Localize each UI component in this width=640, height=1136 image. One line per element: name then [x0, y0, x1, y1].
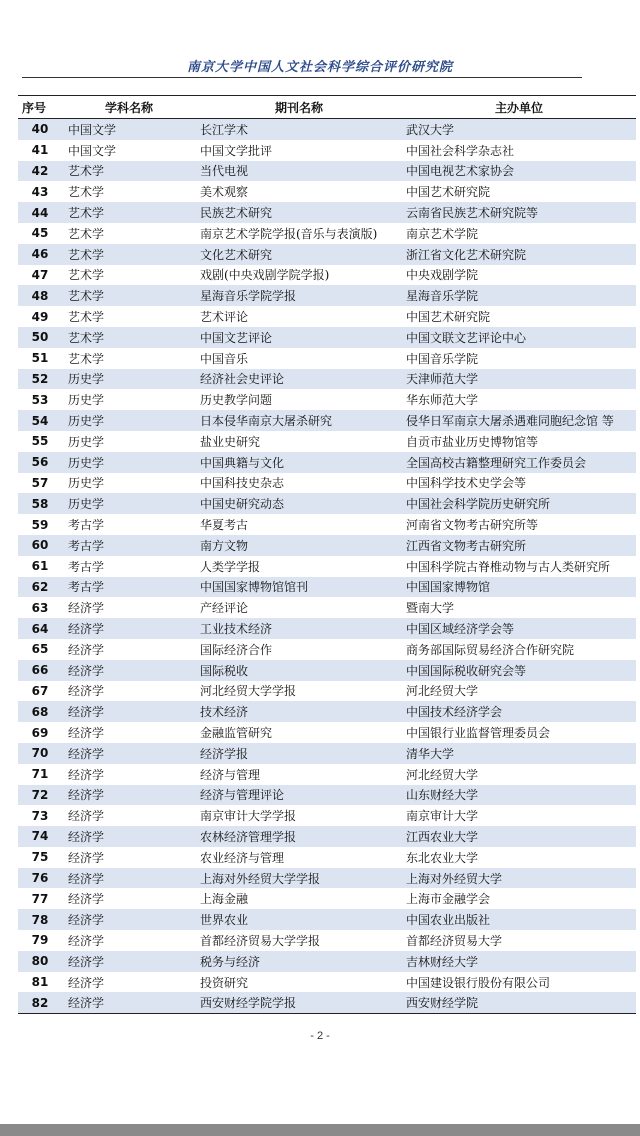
- row-number: 67: [31, 683, 49, 698]
- journal-name: 南京艺术学院学报(音乐与表演版): [200, 226, 378, 241]
- sponsor-name: 中央戏剧学院: [406, 268, 479, 283]
- table-row: [18, 514, 636, 535]
- row-number: 47: [31, 267, 49, 282]
- table-row: [18, 951, 636, 972]
- row-number: 62: [31, 579, 49, 594]
- journal-name: 首都经济贸易大学学报: [200, 933, 321, 948]
- subject-name: 经济学: [68, 809, 105, 824]
- journal-name: 经济社会史评论: [200, 372, 285, 387]
- table-row: [18, 909, 636, 930]
- row-number: 68: [31, 704, 49, 719]
- subject-name: 历史学: [68, 476, 105, 491]
- table-row: [18, 244, 636, 265]
- journal-name: 西安财经学院学报: [196, 992, 402, 1013]
- sponsor-name: 东北农业大学: [406, 850, 479, 865]
- journal-name: 日本侵华南京大屠杀研究: [200, 414, 333, 429]
- table-row: [18, 868, 636, 889]
- sponsor-name: 西安财经学院: [402, 992, 636, 1013]
- sponsor-name: 暨南大学: [406, 601, 455, 616]
- sponsor-name: 上海对外经贸大学: [406, 871, 503, 886]
- sponsor-name: 云南省民族艺术研究院等: [406, 206, 539, 221]
- journal-name: 华夏考古: [200, 518, 249, 533]
- sponsor-name: 中国银行业监督管理委员会: [406, 726, 551, 740]
- sponsor-name: 华东师范大学: [406, 393, 479, 408]
- subject-name: 经济学: [68, 622, 105, 637]
- row-number: 46: [31, 247, 49, 262]
- table-row: [18, 452, 636, 473]
- table-row: [18, 888, 636, 909]
- journal-name: 经济学报: [200, 746, 249, 761]
- subject-name: 经济学: [68, 705, 105, 720]
- journal-name: 农业经济与管理: [200, 850, 285, 865]
- table-row: [18, 681, 636, 702]
- journal-name: 中国文学批评: [200, 143, 273, 158]
- sponsor-name: 河南省文物考古研究所等: [406, 518, 539, 533]
- table-row: [18, 493, 636, 514]
- sponsor-name: 中国国际税收研究会等: [406, 663, 527, 678]
- sponsor-name: 吉林财经大学: [406, 954, 479, 969]
- row-number: 59: [31, 517, 49, 532]
- subject-name: 经济学: [62, 992, 196, 1013]
- table-row: [18, 431, 636, 452]
- row-number: 82: [18, 992, 62, 1013]
- row-number: 64: [31, 621, 49, 636]
- journal-name: 当代电视: [200, 164, 249, 179]
- table-row: [18, 535, 636, 556]
- journal-name: 世界农业: [200, 913, 249, 928]
- sponsor-name: 商务部国际贸易经济合作研究院: [406, 642, 575, 657]
- journal-name: 中国史研究动态: [200, 497, 285, 512]
- row-number: 50: [31, 330, 49, 345]
- sponsor-name: 自贡市盐业历史博物馆等: [406, 434, 539, 449]
- page-number: - 2 -: [310, 1030, 330, 1042]
- subject-name: 艺术学: [68, 351, 105, 366]
- row-number: 69: [31, 725, 49, 740]
- table-row: [18, 161, 636, 182]
- row-number: 65: [31, 642, 49, 657]
- sponsor-name: 侵华日军南京大屠杀遇难同胞纪念馆 等: [406, 414, 614, 429]
- subject-name: 经济学: [68, 788, 105, 803]
- journal-name: 星海音乐学院学报: [200, 289, 297, 304]
- journal-name: 艺术评论: [200, 310, 249, 325]
- subject-name: 艺术学: [68, 185, 105, 200]
- subject-name: 艺术学: [68, 164, 105, 179]
- column-header-number: 序号: [18, 96, 62, 119]
- sponsor-name: 中国艺术研究院: [406, 185, 491, 200]
- row-number: 73: [31, 808, 49, 823]
- table-row: [18, 348, 636, 369]
- table-row: [18, 785, 636, 806]
- journal-name: 税务与经济: [200, 954, 261, 969]
- row-number: 51: [31, 351, 49, 366]
- journal-name: 人类学学报: [200, 559, 261, 574]
- journal-name: 国际经济合作: [200, 642, 273, 657]
- row-number: 66: [31, 663, 49, 678]
- sponsor-name: 星海音乐学院: [406, 289, 479, 304]
- journal-name: 产经评论: [200, 601, 249, 616]
- journal-name: 中国科技史杂志: [200, 476, 285, 491]
- journal-name: 盐业史研究: [200, 434, 261, 449]
- subject-name: 经济学: [68, 642, 105, 657]
- table-row: [18, 805, 636, 826]
- subject-name: 艺术学: [68, 330, 105, 345]
- sponsor-name: 南京艺术学院: [406, 226, 479, 241]
- subject-name: 经济学: [68, 933, 105, 948]
- subject-name: 考古学: [68, 580, 105, 595]
- row-number: 55: [31, 434, 49, 449]
- table-row: [18, 722, 636, 743]
- subject-name: 经济学: [68, 892, 105, 907]
- row-number: 57: [31, 475, 49, 490]
- sponsor-name: 南京审计大学: [406, 809, 479, 824]
- sponsor-name: 中国科学院古脊椎动物与古人类研究所: [406, 559, 611, 574]
- table-row: [18, 285, 636, 306]
- sponsor-name: 中国音乐学院: [406, 351, 479, 366]
- journal-name: 戏剧(中央戏剧学院学报): [200, 268, 330, 283]
- sponsor-name: 中国科学技术史学会等: [406, 476, 527, 491]
- journal-name: 投资研究: [200, 975, 249, 990]
- row-number: 78: [31, 912, 49, 927]
- sponsor-name: 天津师范大学: [406, 372, 479, 387]
- sponsor-name: 清华大学: [406, 746, 455, 761]
- journal-name: 金融监管研究: [200, 726, 273, 740]
- table-row: [18, 743, 636, 764]
- table-row: [18, 140, 636, 161]
- row-number: 53: [31, 392, 49, 407]
- sponsor-name: 山东财经大学: [406, 788, 479, 803]
- sponsor-name: 中国社会科学杂志社: [406, 143, 515, 158]
- journal-name: 国际税收: [200, 663, 249, 678]
- row-number: 79: [31, 933, 49, 948]
- sponsor-name: 中国国家博物馆: [406, 580, 491, 595]
- column-header-subject: 学科名称: [62, 96, 196, 119]
- subject-name: 经济学: [68, 601, 105, 616]
- table-row: [18, 556, 636, 577]
- row-number: 60: [31, 538, 49, 553]
- row-number: 61: [31, 559, 49, 574]
- row-number: 52: [31, 371, 49, 386]
- table-row: [18, 473, 636, 494]
- sponsor-name: 江西农业大学: [406, 829, 479, 844]
- row-number: 44: [31, 205, 49, 220]
- sponsor-name: 浙江省文化艺术研究院: [406, 247, 527, 262]
- sponsor-name: 河北经贸大学: [406, 684, 479, 699]
- row-number: 76: [31, 871, 49, 886]
- sponsor-name: 中国区域经济学会等: [406, 622, 515, 637]
- row-number: 63: [31, 600, 49, 615]
- table-row: [18, 764, 636, 785]
- row-number: 45: [31, 226, 49, 241]
- row-number: 75: [31, 850, 49, 865]
- subject-name: 中国文学: [68, 122, 117, 137]
- journal-name: 南方文物: [200, 538, 249, 553]
- journal-name: 中国文艺评论: [200, 330, 273, 345]
- row-number: 72: [31, 787, 49, 802]
- subject-name: 历史学: [68, 497, 105, 512]
- row-number: 74: [31, 829, 49, 844]
- table-body: [18, 119, 636, 1014]
- journal-name: 长江学术: [200, 122, 249, 137]
- journal-name: 经济与管理: [200, 767, 261, 782]
- subject-name: 艺术学: [68, 289, 105, 304]
- table-row: [18, 389, 636, 410]
- sponsor-name: 中国农业出版社: [406, 913, 491, 928]
- subject-name: 经济学: [68, 954, 105, 969]
- journal-name: 美术观察: [200, 185, 249, 200]
- journal-name: 中国典籍与文化: [200, 455, 285, 470]
- subject-name: 经济学: [68, 829, 105, 844]
- sponsor-name: 中国电视艺术家协会: [406, 164, 515, 179]
- table-row: [18, 660, 636, 681]
- journal-name: 南京审计大学学报: [200, 809, 297, 824]
- header-divider: [22, 77, 582, 78]
- journal-name: 技术经济: [200, 705, 249, 720]
- subject-name: 历史学: [68, 414, 105, 429]
- subject-name: 经济学: [68, 871, 105, 886]
- subject-name: 考古学: [68, 538, 105, 553]
- table-row: [18, 265, 636, 286]
- row-number: 80: [31, 954, 49, 969]
- table-row: [18, 181, 636, 202]
- table-row: [18, 930, 636, 951]
- sponsor-name: 河北经贸大学: [406, 767, 479, 782]
- table-row: [18, 826, 636, 847]
- table-row: [18, 306, 636, 327]
- journal-name: 河北经贸大学学报: [200, 684, 297, 699]
- subject-name: 经济学: [68, 663, 105, 678]
- table-row: [18, 577, 636, 598]
- table-row: [18, 639, 636, 660]
- subject-name: 经济学: [68, 767, 105, 782]
- row-number: 54: [31, 413, 49, 428]
- table-row: [18, 972, 636, 993]
- sponsor-name: 江西省文物考古研究所: [406, 538, 527, 553]
- subject-name: 历史学: [68, 372, 105, 387]
- table-header-row: [18, 96, 636, 119]
- sponsor-name: 中国艺术研究院: [406, 310, 491, 325]
- sponsor-name: 武汉大学: [406, 122, 455, 137]
- subject-name: 艺术学: [68, 226, 105, 241]
- column-header-journal: 期刊名称: [196, 96, 402, 119]
- journal-name: 上海对外经贸大学学报: [200, 871, 321, 886]
- subject-name: 考古学: [68, 559, 105, 574]
- column-header-sponsor: 主办单位: [402, 96, 636, 119]
- subject-name: 经济学: [68, 684, 105, 699]
- document-header: 南京大学中国人文社会科学综合评价研究院: [186, 60, 453, 75]
- subject-name: 经济学: [68, 913, 105, 928]
- row-number: 56: [31, 455, 49, 470]
- row-number: 40: [31, 122, 49, 137]
- row-number: 58: [31, 496, 49, 511]
- row-number: 41: [31, 143, 49, 158]
- journal-name: 经济与管理评论: [200, 788, 285, 803]
- row-number: 42: [31, 163, 49, 178]
- journal-name: 农林经济管理学报: [200, 829, 297, 844]
- table-row: [18, 202, 636, 223]
- table-row: [18, 410, 636, 431]
- subject-name: 考古学: [68, 518, 105, 533]
- journal-name: 上海金融: [200, 892, 249, 907]
- table-row: [18, 618, 636, 639]
- sponsor-name: 全国高校古籍整理研究工作委员会: [406, 455, 587, 470]
- table-row: [18, 223, 636, 244]
- subject-name: 历史学: [68, 393, 105, 408]
- subject-name: 艺术学: [68, 206, 105, 221]
- row-number: 81: [31, 975, 49, 990]
- sponsor-name: 中国文联文艺评论中心: [406, 330, 527, 345]
- bottom-bar: [0, 1124, 640, 1136]
- table-row: [18, 847, 636, 868]
- sponsor-name: 中国建设银行股份有限公司: [406, 975, 551, 990]
- sponsor-name: 中国社会科学院历史研究所: [406, 497, 551, 512]
- sponsor-name: 中国技术经济学会: [406, 705, 503, 720]
- subject-name: 中国文学: [68, 143, 117, 158]
- journal-name: 中国音乐: [200, 351, 249, 366]
- journal-table: [18, 95, 636, 1014]
- row-number: 48: [31, 288, 49, 303]
- subject-name: 经济学: [68, 746, 105, 761]
- subject-name: 艺术学: [68, 268, 105, 283]
- subject-name: 经济学: [68, 726, 105, 740]
- subject-name: 经济学: [68, 850, 105, 865]
- row-number: 77: [31, 891, 49, 906]
- journal-name: 历史教学问题: [200, 393, 273, 408]
- subject-name: 艺术学: [68, 310, 105, 325]
- sponsor-name: 上海市金融学会: [406, 892, 491, 907]
- row-number: 49: [31, 309, 49, 324]
- subject-name: 经济学: [68, 975, 105, 990]
- journal-name: 中国国家博物馆馆刊: [200, 580, 309, 595]
- journal-name: 民族艺术研究: [200, 206, 273, 221]
- table-row: [18, 701, 636, 722]
- row-number: 70: [31, 746, 49, 761]
- row-number: 71: [31, 767, 49, 782]
- table-row: [18, 119, 636, 140]
- subject-name: 艺术学: [68, 247, 105, 262]
- journal-name: 文化艺术研究: [200, 247, 273, 262]
- table-row: [18, 327, 636, 348]
- table-row: [18, 597, 636, 618]
- subject-name: 历史学: [68, 455, 105, 470]
- journal-name: 工业技术经济: [200, 622, 273, 637]
- row-number: 43: [31, 184, 49, 199]
- table-row: [18, 369, 636, 390]
- table-row: [18, 992, 636, 1013]
- sponsor-name: 首都经济贸易大学: [406, 933, 503, 948]
- subject-name: 历史学: [68, 434, 105, 449]
